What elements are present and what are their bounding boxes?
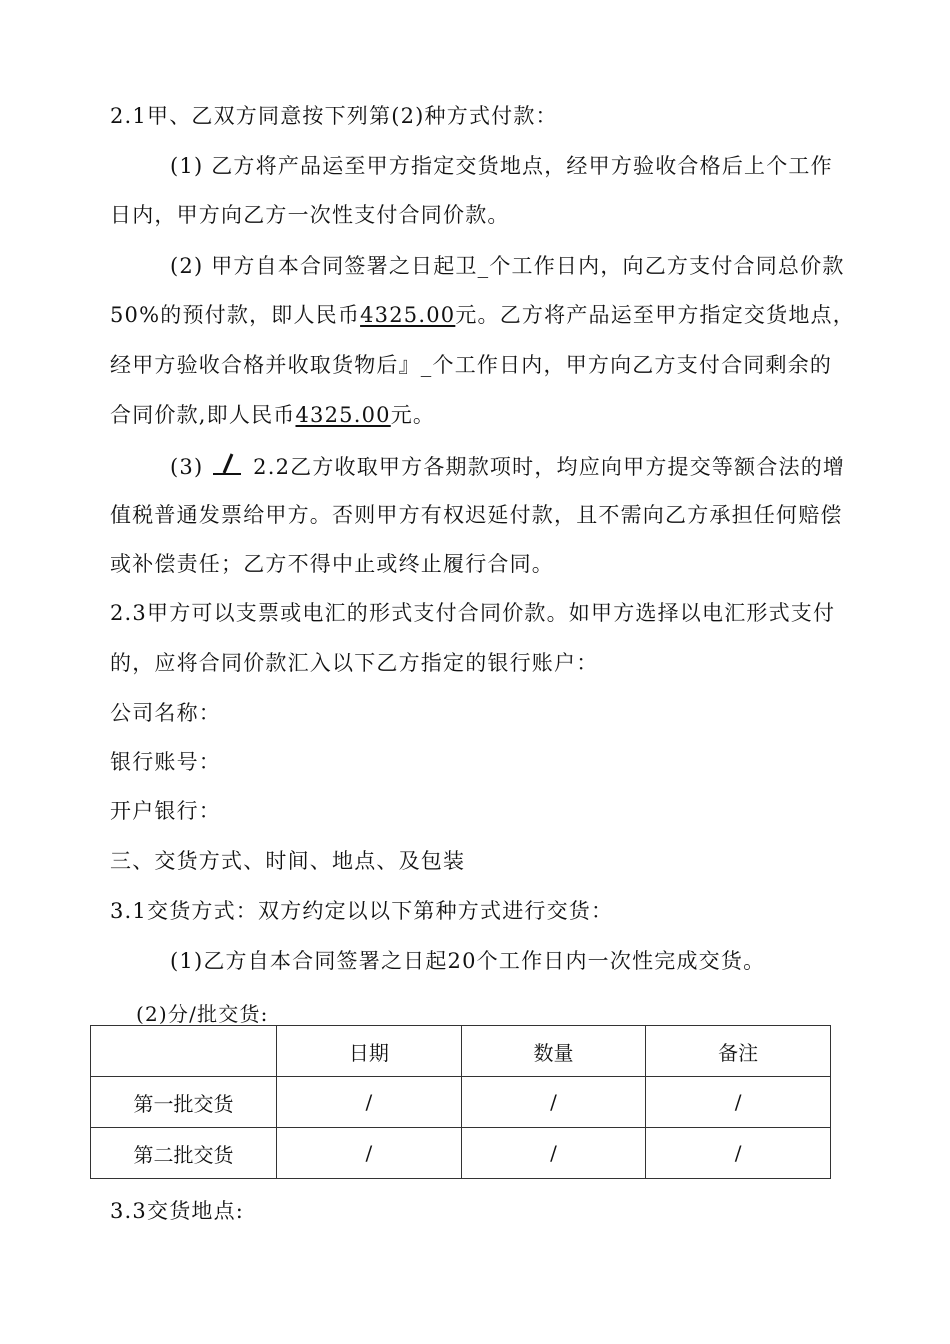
batch-delivery-table [90, 1025, 831, 1179]
table-row [91, 1128, 831, 1179]
table-header-date: 日期 [277, 1026, 462, 1077]
prepayment-text: 50%的预付款，即人民币 [110, 303, 361, 327]
yuan-text: 元。 [390, 403, 436, 427]
clause-2-1: 2.1甲、乙双方同意按下列第(2)种方式付款： [110, 104, 558, 128]
remaining-amount: 4325.00 [295, 403, 391, 427]
payment-option-2-line-4 [110, 400, 435, 430]
payment-option-1-line-1: (1) 乙方将产品运至甲方指定交货地点，经甲方验收合格后上个工作 [170, 154, 833, 178]
payment-option-3-line-1 [170, 451, 845, 482]
clause-2-2-text: 2.2乙方收取甲方各期款项时，均应向甲方提交等额合法的增 [253, 455, 846, 479]
bank-account-label: 银行账号： [110, 750, 221, 774]
table-cell: / [277, 1128, 462, 1179]
table-cell: / [461, 1077, 646, 1128]
payment-option-2-line-1: (2) 甲方自本合同签署之日起卫_个工作日内，向乙方支付合同总价款 [170, 254, 845, 278]
table-header-cell [91, 1026, 277, 1077]
company-name-label: 公司名称： [110, 701, 221, 725]
table-cell: / [646, 1128, 831, 1179]
prepayment-amount: 4325.00 [360, 303, 456, 327]
clause-2-3-line-2: 的，应将合同价款汇入以下乙方指定的银行账户： [110, 651, 599, 675]
table-cell: 第二批交货 [91, 1128, 277, 1179]
table-header-remarks: 备注 [646, 1026, 831, 1077]
table-cell: / [461, 1128, 646, 1179]
clause-2-2-line-2: 值税普通发票给甲方。否则甲方有权迟延付款，且不需向乙方承担任何赔偿 [110, 503, 843, 527]
payment-option-2-line-3: 经甲方验收合格并收取货物后』_个工作日内，甲方向乙方支付合同剩余的 [110, 353, 833, 377]
payment-option-1-line-2: 日内，甲方向乙方一次性支付合同价款。 [110, 203, 510, 227]
handwritten-slash-mark [211, 451, 245, 477]
table-cell: 第一批交货 [91, 1077, 277, 1128]
clause-3-1: 3.1交货方式：双方约定以以下第种方式进行交货： [110, 899, 614, 923]
table-header-row [91, 1026, 831, 1077]
table-row [91, 1077, 831, 1128]
table-cell: / [646, 1077, 831, 1128]
delivery-option-1: (1)乙方自本合同签署之日起20个工作日内一次性完成交货。 [170, 949, 766, 973]
delivery-option-2: (2)分/批交货: [136, 1002, 269, 1026]
table-cell: / [277, 1077, 462, 1128]
payment-option-2-line-2 [110, 300, 855, 330]
clause-2-2-line-3: 或补偿责任；乙方不得中止或终止履行合同。 [110, 552, 554, 576]
remaining-text: 合同价款,即人民币 [110, 403, 296, 427]
clause-2-3-line-1: 2.3甲方可以支票或电汇的形式支付合同价款。如甲方选择以电汇形式支付 [110, 601, 836, 625]
option-3-label: (3) [170, 455, 204, 479]
table-header-quantity: 数量 [461, 1026, 646, 1077]
section-3-heading: 三、交货方式、时间、地点、及包装 [110, 849, 466, 873]
delivery-text: 元。乙方将产品运至甲方指定交货地点， [455, 303, 855, 327]
opening-bank-label: 开户银行： [110, 799, 221, 823]
clause-3-3: 3.3交货地点: [110, 1199, 245, 1223]
